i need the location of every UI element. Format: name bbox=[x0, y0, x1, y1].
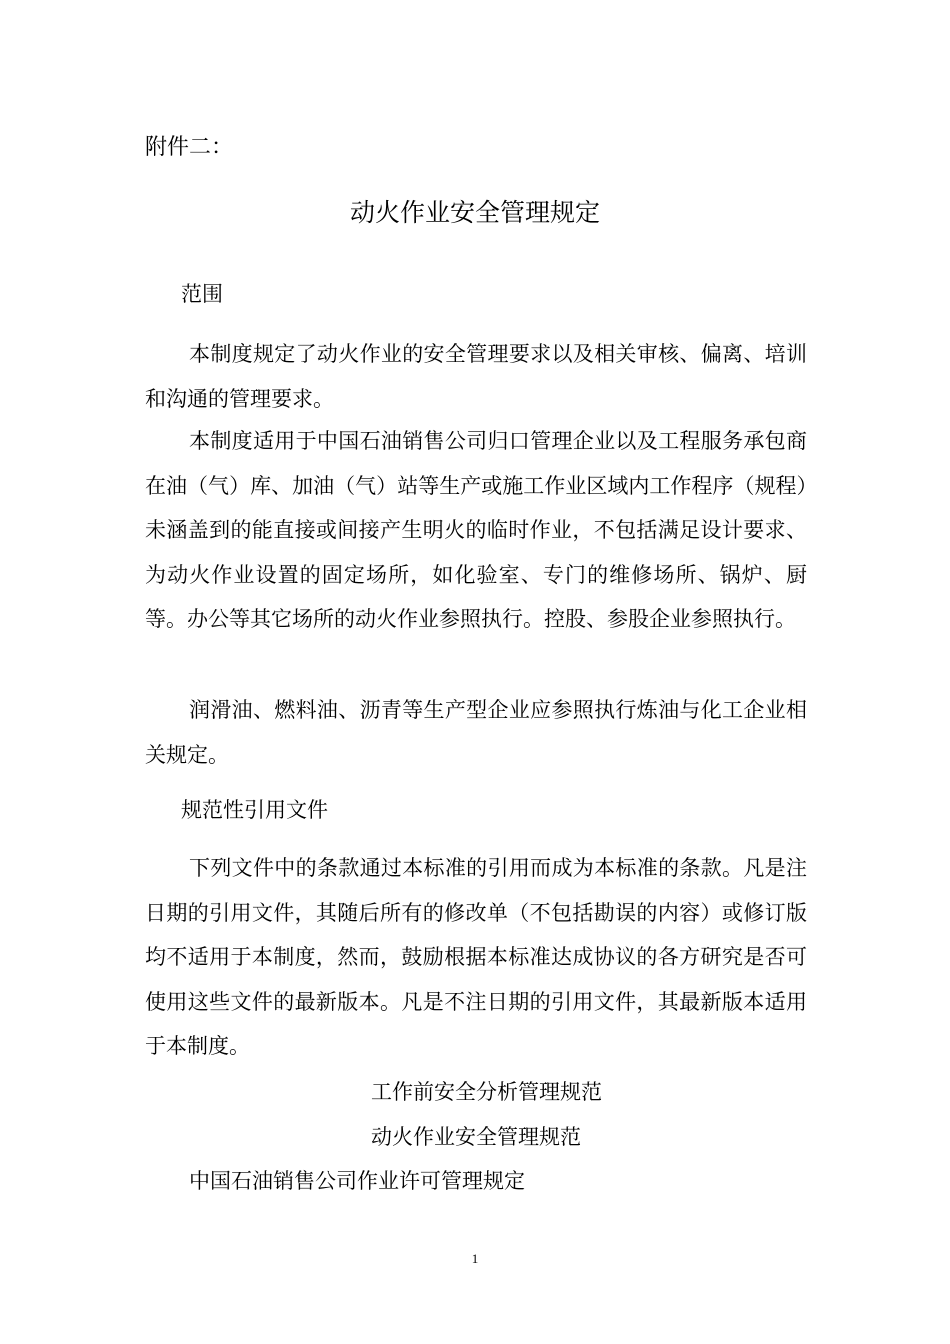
attachment-label: 附件二： bbox=[145, 135, 234, 160]
references-paragraph-1: 下列文件中的条款通过本标准的引用而成为本标准的条款。凡是注日期的引用文件，其随后所有的修改单（不包括勘误的内容）或修订版均不适用于本制度，然而，鼓励根据本标准达成协议的各方研究是否可使用这些文件的最新版本。凡是不注日期的引用文件，其最新版本适用于本制度。 bbox=[145, 856, 807, 1058]
section-heading-references: 规范性引用文件 bbox=[181, 798, 328, 822]
reference-item: 动火作业安全管理规范 bbox=[371, 1125, 581, 1149]
page-number: 1 bbox=[471, 1251, 479, 1266]
section-heading-scope: 范围 bbox=[181, 282, 223, 306]
scope-paragraph-2: 本制度适用于中国石油销售公司归口管理企业以及工程服务承包商在油（气）库、加油（气）站等生产或施工作业区域内工作程序（规程）未涵盖到的能直接或间接产生明火的临时作业，不包括满足设计要求、为动火作业设置的固定场所，如化验室、专门的维修场所、锅炉、厨等。办公等其它场所的动火作业参照执行。控股、参股企业参照执行。 bbox=[145, 429, 807, 631]
scope-paragraph-1: 本制度规定了动火作业的安全管理要求以及相关审核、偏离、培训和沟通的管理要求。 bbox=[145, 342, 807, 411]
document-title: 动火作业安全管理规定 bbox=[349, 198, 600, 227]
scope-paragraph-3: 润滑油、燃料油、沥青等生产型企业应参照执行炼油与化工企业相关规定。 bbox=[145, 698, 807, 767]
reference-item: 工作前安全分析管理规范 bbox=[371, 1080, 602, 1104]
reference-item: 中国石油销售公司作业许可管理规定 bbox=[189, 1169, 525, 1193]
